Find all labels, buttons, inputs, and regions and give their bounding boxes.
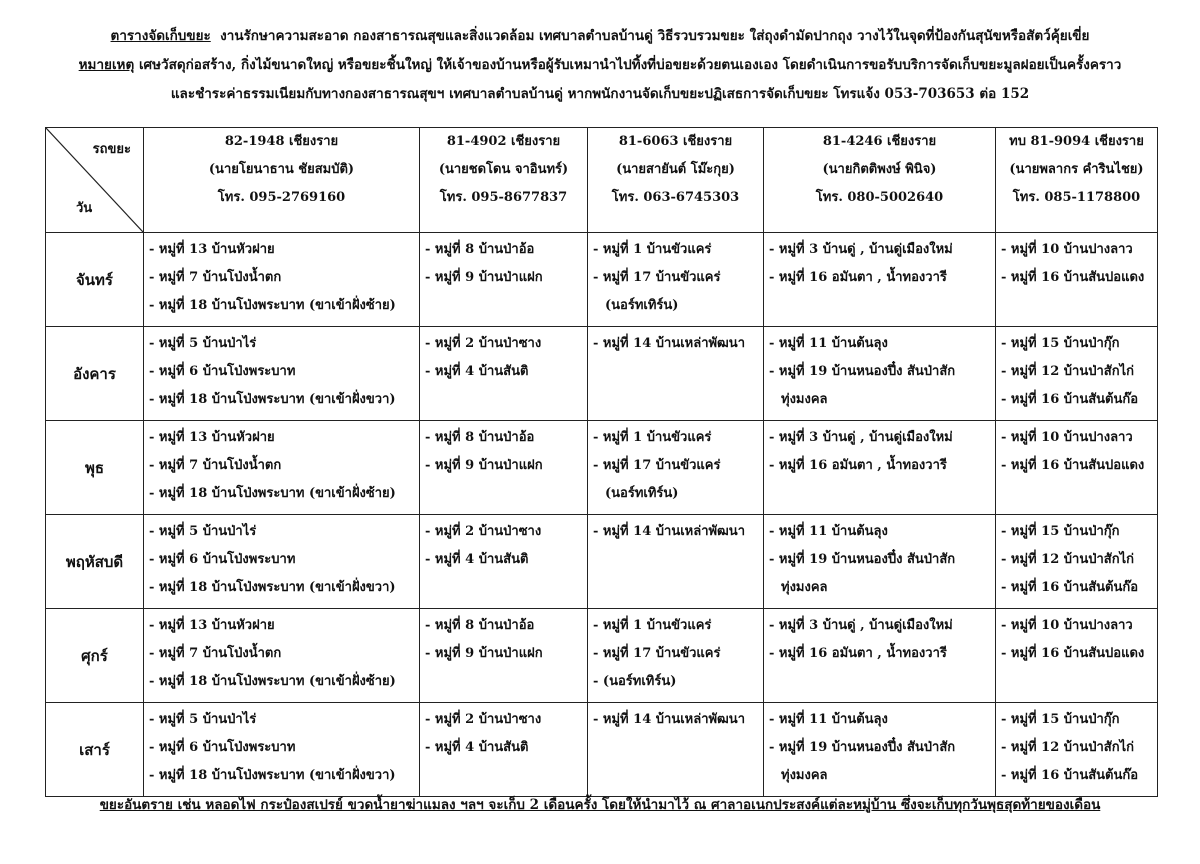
list-item: - หมู่ที่ 2 บ้านป่าซาง (425, 524, 542, 539)
list-item: - หมู่ที่ 16 บ้านสันต้นก๊อ (1001, 768, 1139, 783)
schedule-cell (588, 515, 764, 609)
truck-phone: โทร. 063-6745303 (611, 190, 740, 205)
list-item: - หมู่ที่ 11 บ้านต้นลุง (769, 712, 888, 727)
header-line-1 (40, 22, 1160, 51)
list-item: - หมู่ที่ 9 บ้านป่าแฝก (425, 646, 543, 661)
list-item: - หมู่ที่ 3 บ้านดู่ , บ้านดู่เมืองใหม่ (769, 430, 953, 445)
list-item: - หมู่ที่ 6 บ้านโป่งพระบาท (149, 552, 296, 567)
list-item: - หมู่ที่ 6 บ้านโป่งพระบาท (149, 364, 296, 379)
list-item: - หมู่ที่ 5 บ้านป่าไร่ (149, 524, 257, 539)
list-item: - หมู่ที่ 18 บ้านโป่งพระบาท (ขาเข้าฝั่งขวา) (149, 580, 396, 595)
village-list (145, 610, 418, 696)
list-item: - หมู่ที่ 16 อมันตา , น้ำทองวารี (769, 270, 947, 285)
corner-header-cell (46, 128, 144, 233)
list-item: - หมู่ที่ 5 บ้านป่าไร่ (149, 712, 257, 727)
village-list (765, 516, 994, 602)
list-item: - หมู่ที่ 16 อมันตา , น้ำทองวารี (769, 458, 947, 473)
list-item: - หมู่ที่ 14 บ้านเหล่าพัฒนา (593, 336, 745, 351)
list-item: - (นอร์ทเทิร์น) (593, 674, 677, 689)
list-item: - หมู่ที่ 12 บ้านป่าสักไก่ (1001, 364, 1134, 379)
village-list (589, 234, 762, 320)
list-item: - หมู่ที่ 8 บ้านป่าอ้อ (425, 242, 535, 257)
list-item: - หมู่ที่ 17 บ้านขัวแคร่ (593, 646, 721, 661)
list-item: - หมู่ที่ 2 บ้านป่าซาง (425, 336, 542, 351)
list-item: - หมู่ที่ 13 บ้านหัวฝาย (149, 242, 275, 257)
list-item: - หมู่ที่ 3 บ้านดู่ , บ้านดู่เมืองใหม่ (769, 618, 953, 633)
truck-driver: (นายชดโดน จาอินทร์) (438, 162, 569, 177)
list-item: - หมู่ที่ 9 บ้านป่าแฝก (425, 458, 543, 473)
village-list (421, 328, 586, 386)
schedule-cell (420, 327, 588, 421)
truck-header-5 (996, 128, 1158, 233)
schedule-cell (996, 327, 1158, 421)
truck-phone: โทร. 080-5002640 (815, 190, 944, 205)
list-item: - หมู่ที่ 16 อมันตา , น้ำทองวารี (769, 646, 947, 661)
list-item: - หมู่ที่ 14 บ้านเหล่าพัฒนา (593, 524, 745, 539)
hazardous-waste-note: ขยะอันตราย เช่น หลอดไฟ กระป๋องสเปรย์ ขวดน้ำยาฆ่าแมลง ฯลฯ จะเก็บ 2 เดือนครั้ง โดยให้นำมาไว้ ณ ศาลาอเนกประสงค์แต่ละหมู่บ้าน ซึ่งจะเก็บทุกวันพุธสุดท้ายของเดือน (99, 797, 1101, 813)
list-item: - หมู่ที่ 18 บ้านโป่งพระบาท (ขาเข้าฝั่งซ้าย) (149, 674, 396, 689)
village-list (589, 704, 762, 734)
schedule-cell (996, 703, 1158, 797)
list-item: - หมู่ที่ 7 บ้านโป่งน้ำตก (149, 646, 282, 661)
list-item: - หมู่ที่ 11 บ้านต้นลุง (769, 336, 888, 351)
schedule-cell (144, 703, 420, 797)
list-item: - หมู่ที่ 8 บ้านป่าอ้อ (425, 430, 535, 445)
list-item: ทุ่งมงคล (781, 580, 828, 595)
schedule-cell (144, 609, 420, 703)
schedule-cell (996, 233, 1158, 327)
list-item: - หมู่ที่ 12 บ้านป่าสักไก่ (1001, 740, 1134, 755)
day-name: ศุกร์ (46, 609, 144, 703)
list-item: - หมู่ที่ 17 บ้านขัวแคร่ (593, 458, 721, 473)
day-axis-label: วัน (76, 201, 93, 216)
list-item: - หมู่ที่ 18 บ้านโป่งพระบาท (ขาเข้าฝั่งขวา) (149, 392, 396, 407)
schedule-cell (764, 327, 996, 421)
list-item: - หมู่ที่ 15 บ้านป่ากุ๊ก (1001, 712, 1120, 727)
collection-schedule-table (45, 127, 1158, 797)
header-line-2 (40, 51, 1160, 80)
truck-plate: 81-6063 เชียงราย (618, 134, 733, 149)
truck-driver: (นายโยนาธาน ชัยสมบัติ) (208, 162, 355, 177)
schedule-cell (144, 327, 420, 421)
truck-plate: 81-4902 เชียงราย (446, 134, 561, 149)
schedule-cell (996, 421, 1158, 515)
list-item: - หมู่ที่ 15 บ้านป่ากุ๊ก (1001, 336, 1120, 351)
list-item: - หมู่ที่ 18 บ้านโป่งพระบาท (ขาเข้าฝั่งซ้าย) (149, 298, 396, 313)
list-item: - หมู่ที่ 4 บ้านสันติ (425, 552, 529, 567)
list-item: - หมู่ที่ 13 บ้านหัวฝาย (149, 430, 275, 445)
village-list (145, 234, 418, 320)
list-item: - หมู่ที่ 19 บ้านหนองปึ๋ง สันป่าสัก (769, 740, 956, 755)
list-item: - หมู่ที่ 1 บ้านขัวแคร่ (593, 430, 712, 445)
list-item: - หมู่ที่ 5 บ้านป่าไร่ (149, 336, 257, 351)
village-list (997, 610, 1156, 668)
schedule-cell (420, 515, 588, 609)
village-list (145, 704, 418, 790)
list-item: - หมู่ที่ 18 บ้านโป่งพระบาท (ขาเข้าฝั่งซ้าย) (149, 486, 396, 501)
list-item: - หมู่ที่ 3 บ้านดู่ , บ้านดู่เมืองใหม่ (769, 242, 953, 257)
list-item: - หมู่ที่ 16 บ้านสันต้นก๊อ (1001, 580, 1139, 595)
truck-phone: โทร. 095-2769160 (217, 190, 346, 205)
day-name: พุธ (46, 421, 144, 515)
list-item: - หมู่ที่ 10 บ้านปางลาว (1001, 618, 1133, 633)
truck-axis-label: รถขยะ (92, 142, 131, 157)
schedule-cell (764, 703, 996, 797)
table-row (46, 233, 1158, 327)
table-row (46, 327, 1158, 421)
schedule-cell (420, 421, 588, 515)
list-item: - หมู่ที่ 19 บ้านหนองปึ๋ง สันป่าสัก (769, 364, 956, 379)
schedule-cell (996, 515, 1158, 609)
schedule-cell (996, 609, 1158, 703)
header-line-1-text: งานรักษาความสะอาด กองสาธารณสุขและสิ่งแวดล้อม เทศบาลตำบลบ้านดู่ วิธีรวบรวมขยะ ใส่ถุงดำมัดปากถุง วางไว้ในจุดที่ป้องกันสุนัขหรือสัตว์คุ้ยเขี่ย (220, 28, 1090, 44)
list-item: (นอร์ทเทิร์น) (605, 298, 679, 313)
header-title: ตารางจัดเก็บขยะ (110, 28, 211, 44)
document-header (40, 22, 1160, 109)
truck-phone: โทร. 085-1178800 (1012, 190, 1141, 205)
table-row (46, 703, 1158, 797)
list-item: - หมู่ที่ 4 บ้านสันติ (425, 740, 529, 755)
list-item: - หมู่ที่ 17 บ้านขัวแคร่ (593, 270, 721, 285)
village-list (765, 610, 994, 668)
list-item: - หมู่ที่ 14 บ้านเหล่าพัฒนา (593, 712, 745, 727)
header-line-3 (40, 80, 1160, 109)
list-item: - หมู่ที่ 10 บ้านปางลาว (1001, 242, 1133, 257)
village-list (765, 328, 994, 414)
list-item: - หมู่ที่ 16 บ้านสันปอแดง (1001, 270, 1145, 285)
village-list (589, 422, 762, 508)
schedule-cell (588, 327, 764, 421)
village-list (145, 328, 418, 414)
list-item: - หมู่ที่ 16 บ้านสันปอแดง (1001, 646, 1145, 661)
list-item: - หมู่ที่ 16 บ้านสันต้นก๊อ (1001, 392, 1139, 407)
list-item: - หมู่ที่ 13 บ้านหัวฝาย (149, 618, 275, 633)
truck-plate: ทบ 81-9094 เชียงราย (1009, 134, 1144, 149)
list-item: - หมู่ที่ 12 บ้านป่าสักไก่ (1001, 552, 1134, 567)
table-row (46, 609, 1158, 703)
table-header-row (46, 128, 1158, 233)
list-item: - หมู่ที่ 16 บ้านสันปอแดง (1001, 458, 1145, 473)
truck-driver: (นายกิตติพงษ์ พินิจ) (822, 162, 937, 177)
village-list (589, 610, 762, 696)
village-list (421, 234, 586, 292)
schedule-cell (144, 233, 420, 327)
schedule-cell (420, 233, 588, 327)
truck-plate: 82-1948 เชียงราย (224, 134, 339, 149)
village-list (421, 422, 586, 480)
schedule-cell (764, 233, 996, 327)
list-item: - หมู่ที่ 1 บ้านขัวแคร่ (593, 618, 712, 633)
village-list (421, 610, 586, 668)
truck-header-2 (420, 128, 588, 233)
schedule-body (46, 233, 1158, 797)
village-list (765, 422, 994, 480)
table-row (46, 515, 1158, 609)
truck-header-1 (144, 128, 420, 233)
list-item: ทุ่งมงคล (781, 392, 828, 407)
village-list (145, 422, 418, 508)
note-label: หมายเหตุ (78, 57, 135, 73)
list-item: - หมู่ที่ 18 บ้านโป่งพระบาท (ขาเข้าฝั่งขวา) (149, 768, 396, 783)
village-list (589, 516, 762, 546)
village-list (765, 234, 994, 292)
village-list (145, 516, 418, 602)
list-item: - หมู่ที่ 10 บ้านปางลาว (1001, 430, 1133, 445)
schedule-cell (420, 703, 588, 797)
list-item: - หมู่ที่ 2 บ้านป่าซาง (425, 712, 542, 727)
village-list (997, 516, 1156, 602)
village-list (997, 422, 1156, 480)
village-list (765, 704, 994, 790)
list-item: - หมู่ที่ 7 บ้านโป่งน้ำตก (149, 270, 282, 285)
village-list (997, 234, 1156, 292)
list-item: - หมู่ที่ 19 บ้านหนองปึ๋ง สันป่าสัก (769, 552, 956, 567)
header-line-2-text: เศษวัสดุก่อสร้าง, กิ่งไม้ขนาดใหญ่ หรือขยะชิ้นใหญ่ ให้เจ้าของบ้านหรือผู้รับเหมานำไปทิ้งที่บ่อขยะด้วยตนเองเอง โดยดำเนินการขอรับบริการจัดเก็บขยะมูลฝอยเป็นครั้งคราว (138, 57, 1122, 73)
schedule-cell (144, 421, 420, 515)
list-item: - หมู่ที่ 6 บ้านโป่งพระบาท (149, 740, 296, 755)
day-name: อังคาร (46, 327, 144, 421)
list-item: ทุ่งมงคล (781, 768, 828, 783)
list-item: - หมู่ที่ 4 บ้านสันติ (425, 364, 529, 379)
list-item: - หมู่ที่ 15 บ้านป่ากุ๊ก (1001, 524, 1120, 539)
schedule-cell (588, 609, 764, 703)
truck-driver: (นายพลากร คำรินไชย) (1009, 162, 1144, 177)
schedule-cell (764, 609, 996, 703)
truck-header-4 (764, 128, 996, 233)
schedule-cell (764, 515, 996, 609)
list-item: - หมู่ที่ 9 บ้านป่าแฝก (425, 270, 543, 285)
list-item: - หมู่ที่ 11 บ้านต้นลุง (769, 524, 888, 539)
truck-plate: 81-4246 เชียงราย (822, 134, 937, 149)
day-name: จันทร์ (46, 233, 144, 327)
schedule-cell (588, 703, 764, 797)
village-list (421, 516, 586, 574)
schedule-cell (764, 421, 996, 515)
day-name: พฤหัสบดี (46, 515, 144, 609)
village-list (997, 704, 1156, 790)
day-name: เสาร์ (46, 703, 144, 797)
truck-phone: โทร. 095-8677837 (439, 190, 568, 205)
list-item: (นอร์ทเทิร์น) (605, 486, 679, 501)
schedule-cell (588, 233, 764, 327)
village-list (589, 328, 762, 358)
truck-header-3 (588, 128, 764, 233)
schedule-cell (144, 515, 420, 609)
schedule-cell (420, 609, 588, 703)
truck-driver: (นายสายันต์ โม๊ะกุย) (616, 162, 735, 177)
schedule-cell (588, 421, 764, 515)
table-row (46, 421, 1158, 515)
list-item: - หมู่ที่ 7 บ้านโป่งน้ำตก (149, 458, 282, 473)
list-item: - หมู่ที่ 1 บ้านขัวแคร่ (593, 242, 712, 257)
list-item: - หมู่ที่ 8 บ้านป่าอ้อ (425, 618, 535, 633)
village-list (997, 328, 1156, 414)
header-line-3-text: และชำระค่าธรรมเนียมกับทางกองสาธารณสุขฯ เทศบาลตำบลบ้านดู่ หากพนักงานจัดเก็บขยะปฏิเสธการจัดเก็บขยะ โทรแจ้ง 053-703653 ต่อ 152 (170, 86, 1030, 102)
village-list (421, 704, 586, 762)
